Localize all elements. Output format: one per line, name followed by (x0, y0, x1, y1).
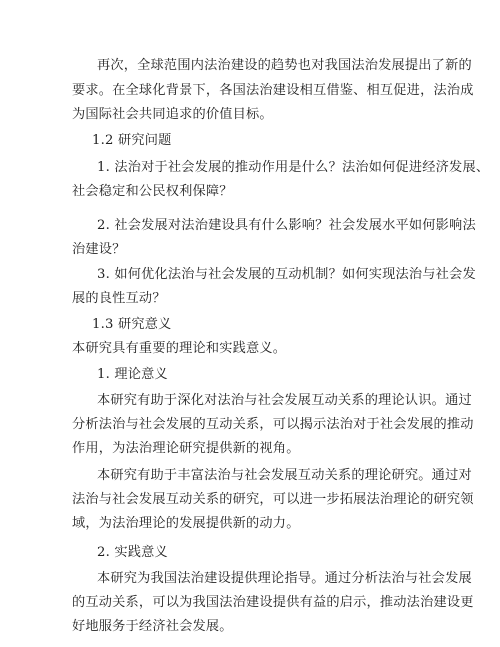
question-3-line1: 3. 如何优化法治与社会发展的互动机制？如何实现法治与社会发 (97, 267, 476, 282)
practice-p1-line2: 的互动关系，可以为我国法治建设提供有益的启示，推动法治建设更 (72, 595, 474, 610)
theory-p1-line2: 分析法治与社会发展的互动关系，可以揭示法治对于社会发展的推动 (72, 417, 474, 432)
theory-p2-line3: 域，为法治理论的发展提供新的动力。 (72, 516, 300, 531)
theory-p2-line2: 法治与社会发展互动关系的研究，可以进一步拓展法治理论的研究领 (72, 492, 474, 507)
theory-p2-line1: 本研究有助于丰富法治与社会发展互动关系的理论研究。通过对 (97, 468, 472, 483)
practice-p1-line3: 好地服务于经济社会发展。 (72, 619, 233, 634)
question-2-line2: 治建设？ (72, 242, 126, 257)
practice-heading: 2. 实践意义 (97, 545, 168, 560)
question-3-line2: 展的良性互动？ (72, 291, 166, 306)
para1-line1: 再次，全球范围内法治建设的趋势也对我国法治发展提出了新的 (97, 58, 472, 73)
theory-p1-line1: 本研究有助于深化对法治与社会发展互动关系的理论认识。通过 (97, 393, 472, 408)
para1-line3: 为国际社会共同追求的价值目标。 (72, 107, 273, 122)
theory-p1-line3: 作用，为法治理论研究提供新的视角。 (72, 441, 300, 456)
question-1-line2: 社会稳定和公民权利保障？ (72, 184, 233, 199)
theory-heading: 1. 理论意义 (97, 367, 168, 382)
practice-p1-line1: 本研究为我国法治建设提供理论指导。通过分析法治与社会发展 (97, 571, 472, 586)
question-1-line1: 1. 法治对于社会发展的推动作用是什么？法治如何促进经济发展、 (97, 160, 490, 175)
significance-intro: 本研究具有重要的理论和实践意义。 (72, 341, 287, 356)
question-2-line1: 2. 社会发展对法治建设具有什么影响？社会发展水平如何影响法 (97, 218, 476, 233)
section-heading-1-3: 1.3 研究意义 (92, 317, 172, 332)
section-heading-1-2: 1.2 研究问题 (92, 133, 172, 148)
para1-line2: 要求。在全球化背景下，各国法治建设相互借鉴、相互促进，法治成 (72, 83, 474, 98)
